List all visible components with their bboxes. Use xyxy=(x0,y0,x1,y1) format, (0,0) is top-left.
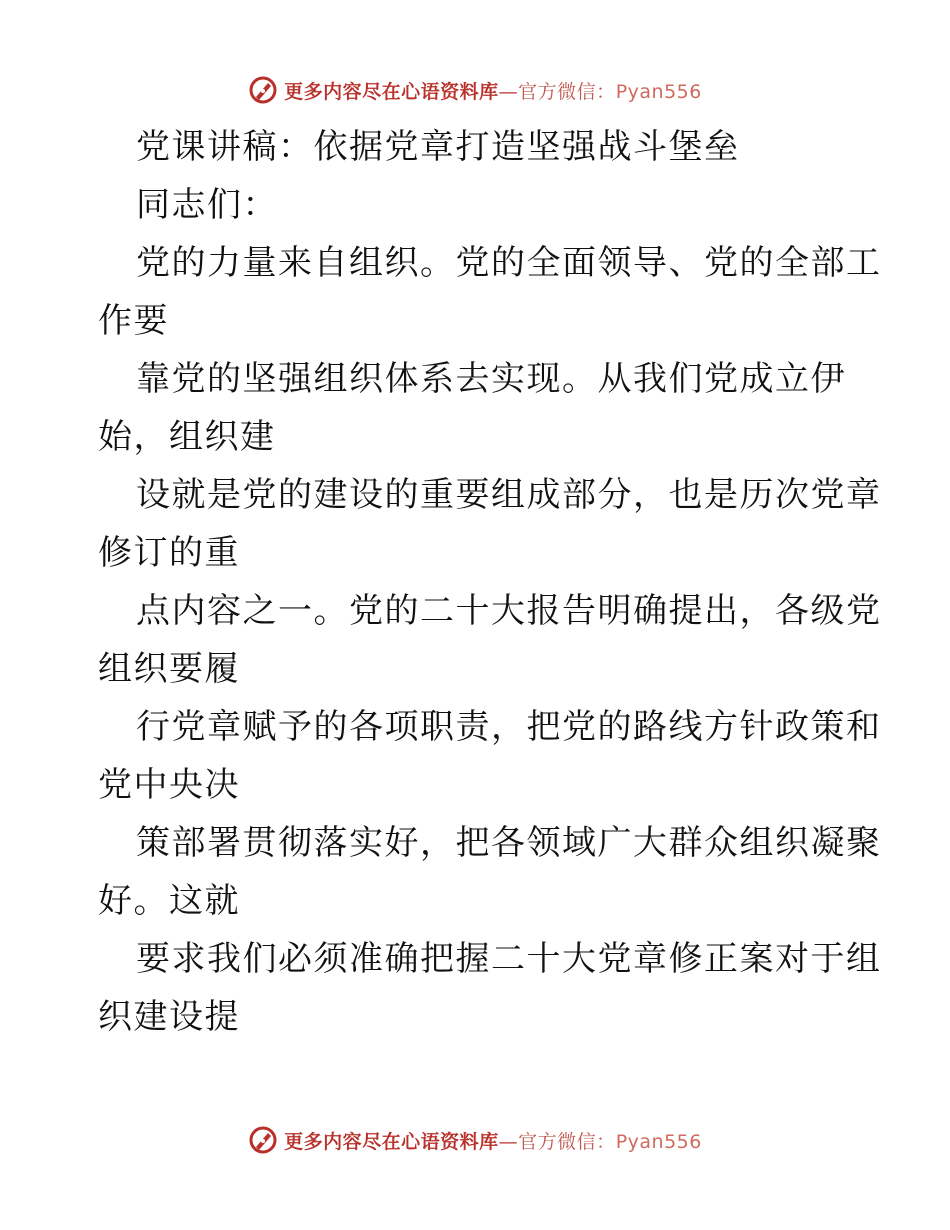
watermark-text xyxy=(284,1127,702,1154)
wechat-label: 官方微信： xyxy=(518,80,616,103)
paragraph-line: 党的力量来自组织。党的全面领导、党的全部工 xyxy=(136,243,882,283)
paragraph-line: 党中央决 xyxy=(98,765,240,805)
paragraph-line: 点内容之一。党的二十大报告明确提出，各级党 xyxy=(136,591,882,631)
footer-watermark-banner xyxy=(0,1122,950,1158)
separator-dash: — xyxy=(498,1130,519,1153)
salutation: 同志们： xyxy=(136,185,278,225)
document-body xyxy=(98,118,882,1046)
paragraph-line: 始，组织建 xyxy=(98,417,276,457)
paragraph-line: 好。这就 xyxy=(98,881,240,921)
wechat-id: Pyan556 xyxy=(615,1130,702,1153)
document-title: 党课讲稿：依据党章打造坚强战斗堡垒 xyxy=(136,127,740,167)
header-watermark-banner xyxy=(0,72,950,108)
paragraph-line: 策部署贯彻落实好，把各领域广大群众组织凝聚 xyxy=(136,823,882,863)
wechat-id: Pyan556 xyxy=(615,80,702,103)
paragraph-line: 靠党的坚强组织体系去实现。从我们党成立伊 xyxy=(136,359,846,399)
paragraph-line: 组织要履 xyxy=(98,649,240,689)
paragraph-line: 设就是党的建设的重要组成部分，也是历次党章 xyxy=(136,475,882,515)
watermark-text xyxy=(284,77,702,104)
separator-dash: — xyxy=(498,80,519,103)
paragraph-line: 要求我们必须准确把握二十大党章修正案对于组 xyxy=(136,939,882,979)
paragraph-line: 织建设提 xyxy=(98,997,240,1037)
wechat-label: 官方微信： xyxy=(518,1130,616,1153)
site-text: 更多内容尽在心语资料库 xyxy=(284,1130,499,1153)
paragraph-line: 作要 xyxy=(98,301,169,341)
paragraph-line: 修订的重 xyxy=(98,533,240,573)
pen-nib-circle-icon xyxy=(248,1125,278,1155)
pen-nib-circle-icon xyxy=(248,75,278,105)
paragraph-line: 行党章赋予的各项职责，把党的路线方针政策和 xyxy=(136,707,882,747)
site-text: 更多内容尽在心语资料库 xyxy=(284,80,499,103)
